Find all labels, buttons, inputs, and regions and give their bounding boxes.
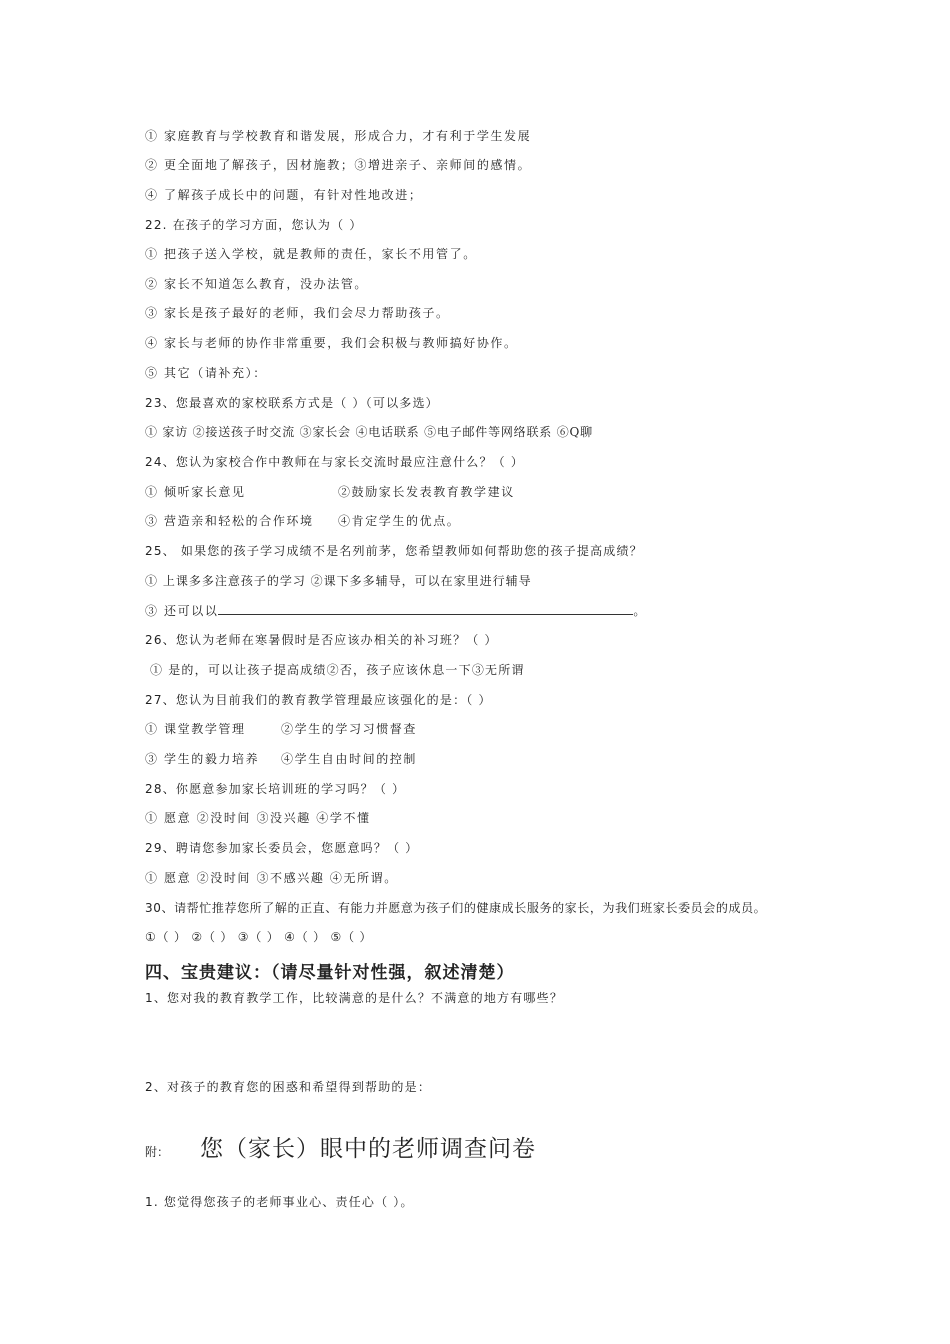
question-28: 28、你愿意参加家长培训班的学习吗？（ ） [145, 782, 406, 796]
section-heading: 四、宝贵建议：（请尽量针对性强，叙述清楚） [145, 963, 515, 983]
option-line: ① 愿意 ②没时间 ③没兴趣 ④学不懂 [145, 811, 371, 825]
option-line: ④ 了解孩子成长中的问题，有针对性地改进； [145, 188, 423, 202]
option-line: ① 家庭教育与学校教育和谐发展，形成合力，才有利于学生发展 [145, 129, 532, 143]
option-line: ① 家访 ②接送孩子时交流 ③家长会 ④电话联系 ⑤电子邮件等网络联系 ⑥Q聊 [145, 425, 593, 439]
option-line: ⑤ 其它（请补充）： [145, 366, 267, 380]
question-23: 23、您最喜欢的家校联系方式是（ ）（可以多选） [145, 396, 439, 410]
option-line: ①（ ） ②（ ） ③（ ） ④（ ） ⑤（ ） [145, 930, 373, 944]
option-text: ③ 营造亲和轻松的合作环境 [145, 514, 314, 528]
option-text: ③ 学生的毅力培养 [145, 752, 260, 766]
option-line [145, 721, 417, 737]
option-line [145, 513, 460, 529]
question-29: 29、聘请您参加家长委员会，您愿意吗？（ ） [145, 841, 419, 855]
option-text: ① 倾听家长意见 [145, 485, 246, 499]
option-line: ② 更全面地了解孩子，因材施教；③增进亲子、亲师间的感情。 [145, 158, 532, 172]
option-text: ③ 还可以以 [145, 604, 219, 618]
option-line: ① 是的，可以让孩子提高成绩②否，孩子应该休息一下③无所谓 [150, 663, 525, 677]
option-line [145, 602, 647, 619]
option-line [145, 484, 515, 500]
option-line: ② 家长不知道怎么教育，没办法管。 [145, 277, 369, 291]
question-26: 26、您认为老师在寒暑假时是否应该办相关的补习班？（ ） [145, 633, 498, 647]
option-text: ②学生的学习习惯督查 [281, 722, 418, 736]
option-line: ① 上课多多注意孩子的学习 ②课下多多辅导，可以在家里进行辅导 [145, 574, 532, 588]
option-line: ④ 家长与老师的协作非常重要，我们会积极与教师搞好协作。 [145, 336, 518, 350]
question-30: 30、请帮忙推荐您所了解的正直、有能力并愿意为孩子们的健康成长服务的家长，为我们班家长委员会的成员。 [145, 901, 767, 915]
question-25: 25、 如果您的孩子学习成绩不是名列前茅，您希望教师如何帮助您的孩子提高成绩？ [145, 544, 643, 558]
appendix-label: 附： [145, 1145, 170, 1159]
option-text: ① 课堂教学管理 [145, 722, 246, 736]
appendix-title: 您（家长）眼中的老师调查问卷 [200, 1136, 536, 1162]
option-text: ②鼓励家长发表教育教学建议 [338, 485, 515, 499]
suggestion-question: 1、您对我的教育教学工作，比较满意的是什么？不满意的地方有哪些？ [145, 991, 564, 1005]
suggestion-question: 2、对孩子的教育您的困惑和希望得到帮助的是： [145, 1080, 432, 1094]
question-22: 22. 在孩子的学习方面，您认为（ ） [145, 218, 363, 232]
question-24: 24、您认为家校合作中教师在与家长交流时最应注意什么？（ ） [145, 455, 525, 469]
option-line: ① 愿意 ②没时间 ③不感兴趣 ④无所谓。 [145, 871, 398, 885]
option-line [145, 751, 417, 767]
question-27: 27、您认为目前我们的教育教学管理最应该强化的是：（ ） [145, 693, 492, 707]
option-line: ③ 家长是孩子最好的老师，我们会尽力帮助孩子。 [145, 306, 450, 320]
option-text: ④肯定学生的优点。 [338, 514, 461, 528]
option-text: ④学生自由时间的控制 [281, 752, 418, 766]
option-line: ① 把孩子送入学校，就是教师的责任，家长不用管了。 [145, 247, 477, 261]
fill-blank[interactable] [218, 602, 633, 615]
appendix-question: 1. 您觉得您孩子的老师事业心、责任心（ ）。 [145, 1195, 414, 1209]
option-text: 。 [633, 604, 648, 618]
